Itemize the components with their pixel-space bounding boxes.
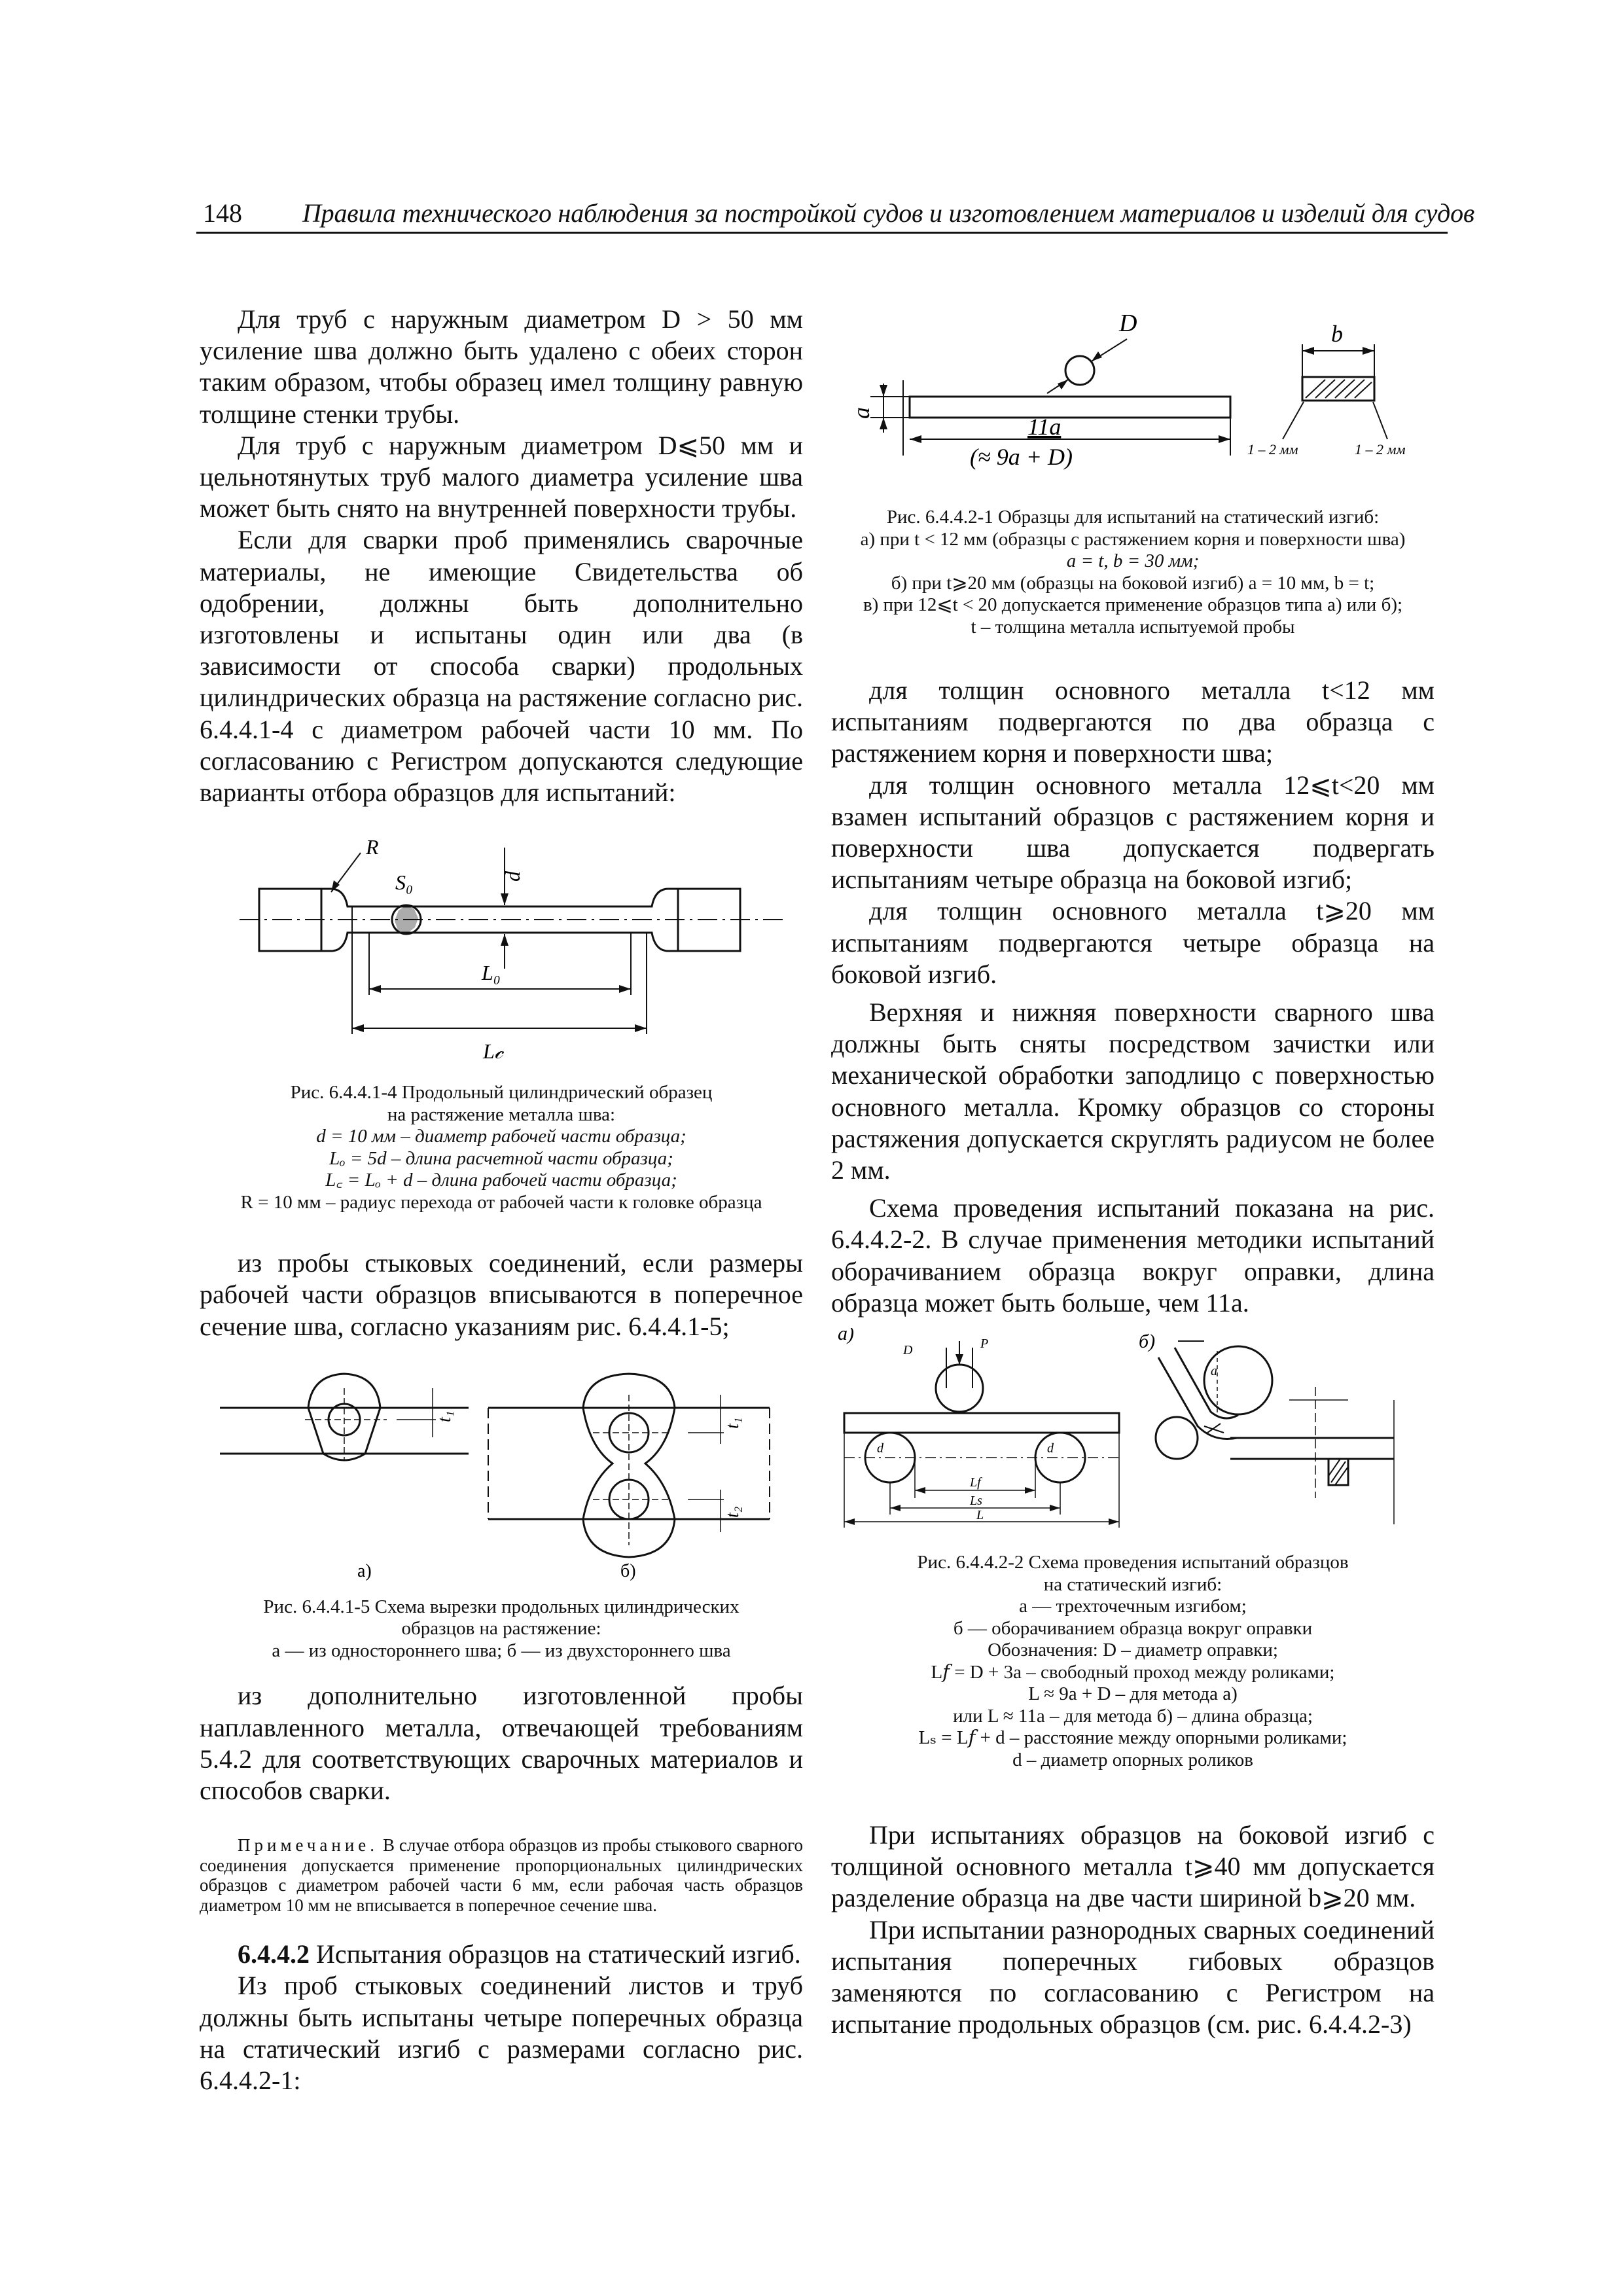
paragraph: Верхняя и нижняя поверхности сварного шва должны быть сняты посредством зачистки или механической обработки заподлицо с поверхностью основного металла. Кромку образцов со стороны растяжения допускается скруглять радиусом не более 2 мм. [831, 997, 1435, 1185]
paragraph: из пробы стыковых соединений, если размеры рабочей части образцов вписываются в поперечное сечение шва, согласно указаниям рис. 6.4.4.1-5; [200, 1248, 803, 1341]
label-a: а) [838, 1328, 854, 1345]
figure-bend-specimen [831, 298, 1435, 495]
paragraph: При испытаниях образцов на боковой изгиб с толщиной основного металла t⩾40 мм допускается разделение образца на две части шириной b⩾20 мм. [831, 1820, 1435, 1913]
label-t2: t₂ [722, 1506, 743, 1518]
figure-tensile-specimen [207, 834, 796, 1070]
note [200, 1835, 803, 1915]
label-D: D [1119, 310, 1137, 337]
caption-line: Lₛ = L𝑓 + d – расстояние между опорными роликами; [918, 1727, 1347, 1749]
paragraph: Для труб с наружным диаметром D⩽50 мм и цельнотянутых труб малого диаметра усиление шва может быть снято на внутренней поверхности трубы. [200, 430, 803, 524]
paragraph: Из проб стыковых соединений листов и труб должны быть испытаны четыре поперечных образца на статический изгиб с размерами согласно рис. 6.4.4.2-1: [200, 1971, 803, 2095]
caption-line: R = 10 мм – радиус перехода от рабочей части к головке образца [240, 1191, 762, 1213]
section-title: Испытания образцов на статический изгиб. [316, 1939, 801, 1969]
caption-line: d – диаметр опорных роликов [1012, 1749, 1253, 1770]
label-11a: 11a [1027, 414, 1061, 440]
label-t1: t₁ [435, 1410, 455, 1422]
section-number: 6.4.4.2 [238, 1939, 310, 1969]
label-mm1: 1 – 2 мм [1247, 441, 1298, 457]
figure-caption [200, 1596, 803, 1662]
caption-line: б — оборачиванием образца вокруг оправки [953, 1617, 1313, 1639]
caption-line: L꜀ = Lₒ + d – длина рабочей части образца; [325, 1170, 677, 1191]
paragraph: При испытании разнородных сварных соединений испытания поперечных гибовых образцов заменяются по согласованию с Регистром на испытание продольных образцов (см. рис. 6.4.4.2-3) [831, 1914, 1435, 2039]
caption-line: d = 10 мм – диаметр рабочей части образца; [316, 1126, 687, 1147]
header-rule [196, 232, 1448, 234]
label-a: a [848, 407, 874, 419]
caption-line: Рис. 6.4.4.1-5 Схема вырезки продольных цилиндрических [263, 1596, 740, 1617]
note-text: В случае отбора образцов из пробы стыкового сварного соединения допускается применение пропорциональных цилиндрических образцов с диаметром рабочей части 6 мм, если рабочая часть образцов диаметром 10 мм не вписывается в поперечное сечение шва. [200, 1835, 804, 1915]
caption-line: Обозначения: D – диаметр оправки; [988, 1640, 1278, 1661]
paragraph: для толщин основного металла t<12 мм испытаниям подвергаются по два образца с растяжением корня и поверхности шва; [831, 675, 1435, 768]
caption-line: б) при t⩾20 мм (образцы на боковой изгиб) a = 10 мм, b = t; [891, 572, 1375, 594]
caption-line: Lₒ = 5d – длина расчетной части образца; [329, 1147, 673, 1169]
paragraph: для толщин основного металла 12⩽t<20 мм взамен испытаний образцов с растяжением корня и поверхности шва допускается подвергать испытаниям четыре образца на боковой изгиб; [831, 770, 1435, 895]
paragraph: для толщин основного металла t⩾20 мм испытаниям подвергаются четыре образца на боковой изгиб. [831, 896, 1435, 989]
label-Lc: L𝒸 [483, 1039, 503, 1064]
label-d: d [1047, 1441, 1054, 1456]
label-t1: t₁ [722, 1417, 743, 1429]
label-Ls: Ls [970, 1494, 982, 1509]
caption-line: а) при t < 12 мм (образцы с растяжением корня и поверхности шва) [860, 528, 1406, 550]
caption-line: в) при 12⩽t < 20 допускается применение образцов типа а) или б); [863, 594, 1403, 615]
label-b: б) [1139, 1331, 1156, 1353]
label-b: b [1331, 321, 1343, 347]
label-d: d [877, 1441, 883, 1456]
paragraph: Если для сварки проб применялись сварочные материалы, не имеющие Свидетельства об одобрении, должны быть дополнительно изготовлены и испытаны один или два (в зависимости от способа сварки) продольных цилиндрических образца на растяжение согласно рис. 6.4.4.1-4 с диаметром рабочей части 10 мм. По согласованию с Регистром допускаются следующие варианты отбора образцов для испытаний: [200, 525, 803, 808]
left-column [200, 304, 803, 2096]
label-d: d [501, 871, 524, 882]
bend-test-drawing [831, 1328, 1435, 1544]
caption-line: Рис. 6.4.4.2-1 Образцы для испытаний на статический изгиб: [886, 507, 1380, 528]
figure-caption [831, 1552, 1435, 1771]
section-heading [200, 1939, 803, 1970]
label-S0: S₀ [395, 870, 414, 895]
label-P: P [980, 1336, 989, 1352]
label-R: R [366, 835, 379, 859]
running-title: Правила технического наблюдения за постройкой судов и изготовлением материалов и изделий для судов [302, 198, 1475, 228]
caption-line: Рис. 6.4.4.1-4 Продольный цилиндрический образец [290, 1082, 713, 1103]
cutting-scheme-drawing [207, 1369, 796, 1585]
caption-line: а — трехточечным изгибом; [1019, 1596, 1247, 1617]
label-b: б) [620, 1560, 636, 1581]
label-a-small: a [1211, 1364, 1217, 1379]
label-9a-D: (≈ 9a + D) [970, 444, 1073, 470]
caption-line: на растяжение металла шва: [387, 1103, 616, 1125]
label-a: а) [357, 1560, 372, 1581]
caption-line: а — из одностороннего шва; б — из двухстороннего шва [272, 1640, 731, 1661]
label-L0: L₀ [482, 961, 501, 985]
caption-line: t – толщина металла испытуемой пробы [971, 616, 1295, 637]
figure-cutting-scheme [207, 1369, 796, 1585]
tensile-specimen-drawing [207, 834, 796, 1070]
caption-line: образцов на растяжение: [401, 1618, 601, 1640]
page-number: 148 [203, 198, 242, 228]
figure-caption [200, 1082, 803, 1213]
right-column [831, 304, 1435, 2040]
label-Lf: Lf [970, 1475, 981, 1490]
label-L: L [976, 1508, 984, 1523]
paragraph: из дополнительно изготовленной пробы наплавленного металла, отвечающей требованиям 5.4.2 для соответствующих сварочных материалов и способов сварки. [200, 1681, 803, 1805]
caption-line: L𝑓 = D + 3a – свободный проход между роликами; [931, 1661, 1335, 1683]
figure-bend-test-scheme [831, 1328, 1435, 1544]
caption-line: L ≈ 9a + D – для метода а) [1028, 1683, 1238, 1705]
bend-specimen-drawing [831, 298, 1435, 495]
label-D: D [903, 1343, 913, 1358]
label-mm2: 1 – 2 мм [1355, 441, 1406, 457]
caption-line: Рис. 6.4.4.2-2 Схема проведения испытаний образцов [917, 1552, 1349, 1573]
caption-line: a = t, b = 30 мм; [1066, 550, 1200, 571]
figure-caption [831, 507, 1435, 638]
caption-line: на статический изгиб: [1043, 1573, 1222, 1595]
paragraph: Схема проведения испытаний показана на рис. 6.4.4.2-2. В случае применения методики испытаний оборачиванием образца вокруг оправки, длина образца может быть больше, чем 11a. [831, 1193, 1435, 1318]
note-label: Примечание. [238, 1835, 379, 1856]
paragraph: Для труб с наружным диаметром D > 50 мм усиление шва должно быть удалено с обеих сторон таким образом, чтобы образец имел толщину равную толщине стенки трубы. [200, 304, 803, 429]
caption-line: или L ≈ 11a – для метода б) – длина образца; [953, 1705, 1313, 1727]
